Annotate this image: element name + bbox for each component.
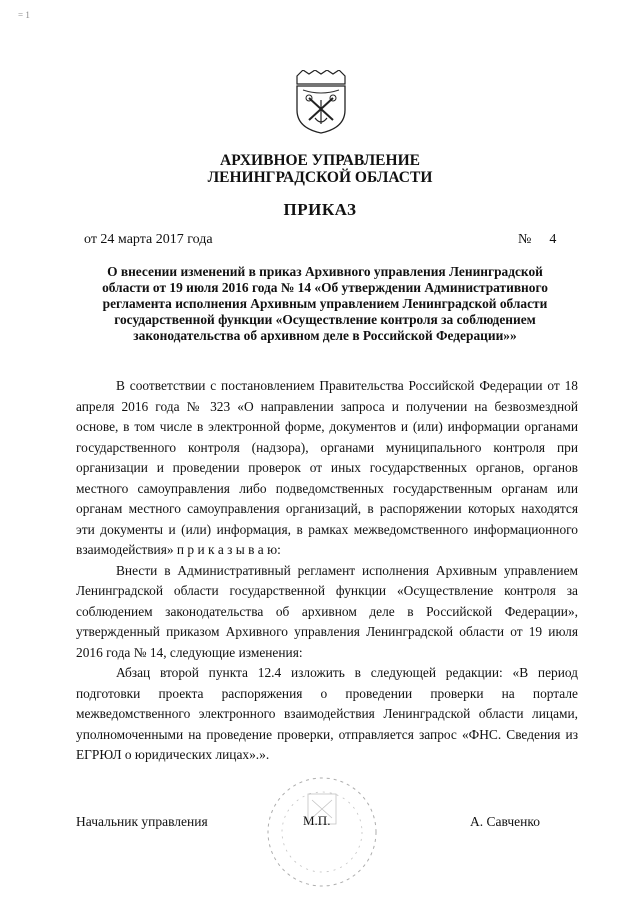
document-type: ПРИКАЗ: [283, 200, 357, 219]
page-marker: = 1: [18, 10, 30, 20]
coat-of-arms-emblem: [293, 70, 349, 134]
document-date: от 24 марта 2017 года: [84, 232, 213, 247]
org-line-2: ЛЕНИНГРАДСКОЙ ОБЛАСТИ: [207, 169, 433, 186]
number-value: 4: [549, 232, 557, 247]
body-paragraph-3: Абзац второй пункта 12.4 изложить в следующей редакции: «В период подготовки проекта распоряжения о проведении проверки на портале межведомственного электронного взаимодействия Ленинградской области лицами, уполномоченными на проведение проверки, отправляется запрос «ФНС. Сведения из ЕГРЮЛ о юридических лицах».».: [76, 665, 578, 762]
seal-stamp: [262, 772, 382, 892]
organization-name: [0, 152, 640, 186]
document-subject: О внесении изменений в приказ Архивного управления Ленинградской области от 19 июля 2016 года № 14 «Об утверждении Административного регламента исполнения Архивным управлением Ленинградской области государственной функции «Осуществление контроля за соблюдением законодательства об архивном деле в Российской Федерации»»: [102, 264, 548, 343]
org-line-1: АРХИВНОЕ УПРАВЛЕНИЕ: [220, 152, 420, 169]
body-paragraph-1: В соответствии с постановлением Правительства Российской Федерации от 18 апреля 2016 года № 323 «О направлении запроса и получении на безвозмездной основе, в том числе в электронной форме, документов и (или) информации органами государственного контроля (надзора), органами муниципального контроля при организации и проведении проверок от иных государственных органов, органов местного самоуправления либо подведомственных государственным органам или органам местного самоуправления организаций, в распоряжении которых находятся эти документы и (или) информация, в рамках межведомственного информационного взаимодействия» п р и к а з ы в а ю:: [76, 378, 578, 557]
body-paragraph-2: Внести в Административный регламент исполнения Архивным управлением Ленинградской области государственной функции «Осуществление контроля за соблюдением законодательства об архивном деле в Российской Федерации», утвержденный приказом Архивного управления Ленинградской области от 19 июля 2016 года № 14, следующие изменения:: [76, 562, 578, 660]
document-body: [76, 376, 578, 766]
document-number: [518, 232, 556, 248]
signatory-name: А. Савченко: [470, 814, 540, 829]
stamp-label: М.П.: [303, 813, 331, 828]
number-label: №: [518, 232, 532, 247]
signatory-position: Начальник управления: [76, 814, 208, 829]
